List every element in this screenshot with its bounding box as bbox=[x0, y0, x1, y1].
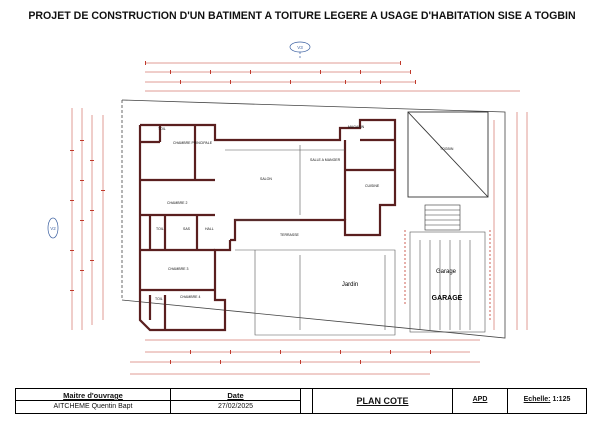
room-chambre-2: CHAMBRE 2 bbox=[167, 201, 188, 205]
room-sas: SAS bbox=[183, 227, 191, 231]
maitre-label: Maitre d'ouvrage bbox=[63, 391, 123, 400]
room-hall: HALL bbox=[205, 227, 214, 231]
interior-lines bbox=[225, 145, 395, 335]
room-toil-2: TOIL bbox=[156, 227, 164, 231]
dimension-lines-top bbox=[145, 63, 520, 91]
room-salle-a-manger: SALLE A MANGER bbox=[310, 158, 341, 162]
room-magasin: MAGASIN bbox=[348, 125, 365, 129]
dimension-lines-right bbox=[494, 112, 527, 330]
room-chambre-principale: CHAMBRE PRINCIPALE bbox=[173, 141, 213, 145]
maitre-cell bbox=[16, 389, 171, 413]
maitre-value: AITCHEME Quentin Bapt bbox=[53, 403, 133, 410]
room-cuisine: CUISINE bbox=[365, 184, 380, 188]
room-salon: SALON bbox=[260, 177, 272, 181]
stair bbox=[425, 205, 460, 230]
project-title: PROJET DE CONSTRUCTION D'UN BATIMENT A TOITURE LEGERE A USAGE D'HABITATION SISE A TOGBIN bbox=[28, 10, 576, 22]
room-garage-big: GARAGE bbox=[431, 295, 463, 302]
dimension-ticks-left bbox=[70, 140, 105, 291]
scale-label: Echelle: bbox=[523, 396, 551, 403]
room-labels bbox=[155, 125, 454, 301]
plan-title: PLAN COTE bbox=[356, 396, 409, 406]
room-terrasse: TERRASSE bbox=[280, 233, 299, 237]
room-toil-3: TOIL bbox=[155, 297, 163, 301]
title-block bbox=[15, 388, 587, 414]
building-walls bbox=[140, 120, 395, 330]
plan-title-cell bbox=[313, 389, 453, 413]
spacer-cell bbox=[301, 389, 313, 413]
scale-value: 1:125 bbox=[552, 396, 571, 403]
north-marker-left-label: V2 bbox=[50, 226, 56, 231]
scale-text bbox=[508, 396, 586, 403]
togbin-block bbox=[408, 112, 488, 197]
room-togbin: TOGBIN bbox=[440, 147, 454, 151]
dimension-lines-bottom bbox=[130, 340, 480, 374]
fence-dashes bbox=[405, 230, 490, 320]
room-toil-1: TOIL bbox=[158, 127, 166, 131]
north-marker-top-label: V3 bbox=[297, 45, 303, 50]
date-cell bbox=[171, 389, 301, 413]
room-chambre-4: CHAMBRE 4 bbox=[180, 295, 201, 299]
date-label: Date bbox=[227, 391, 244, 400]
room-garage: Garage bbox=[435, 269, 457, 275]
dimension-ticks-top bbox=[145, 61, 416, 84]
garage-lines bbox=[410, 232, 485, 332]
dimension-lines-left bbox=[72, 108, 103, 330]
phase-cell bbox=[453, 389, 508, 413]
room-jardin: Jardin bbox=[341, 282, 359, 288]
phase-value: APD bbox=[472, 396, 488, 403]
room-chambre-3: CHAMBRE 3 bbox=[168, 267, 189, 271]
scale-cell bbox=[508, 389, 586, 413]
date-value: 27/02/2025 bbox=[217, 403, 254, 410]
